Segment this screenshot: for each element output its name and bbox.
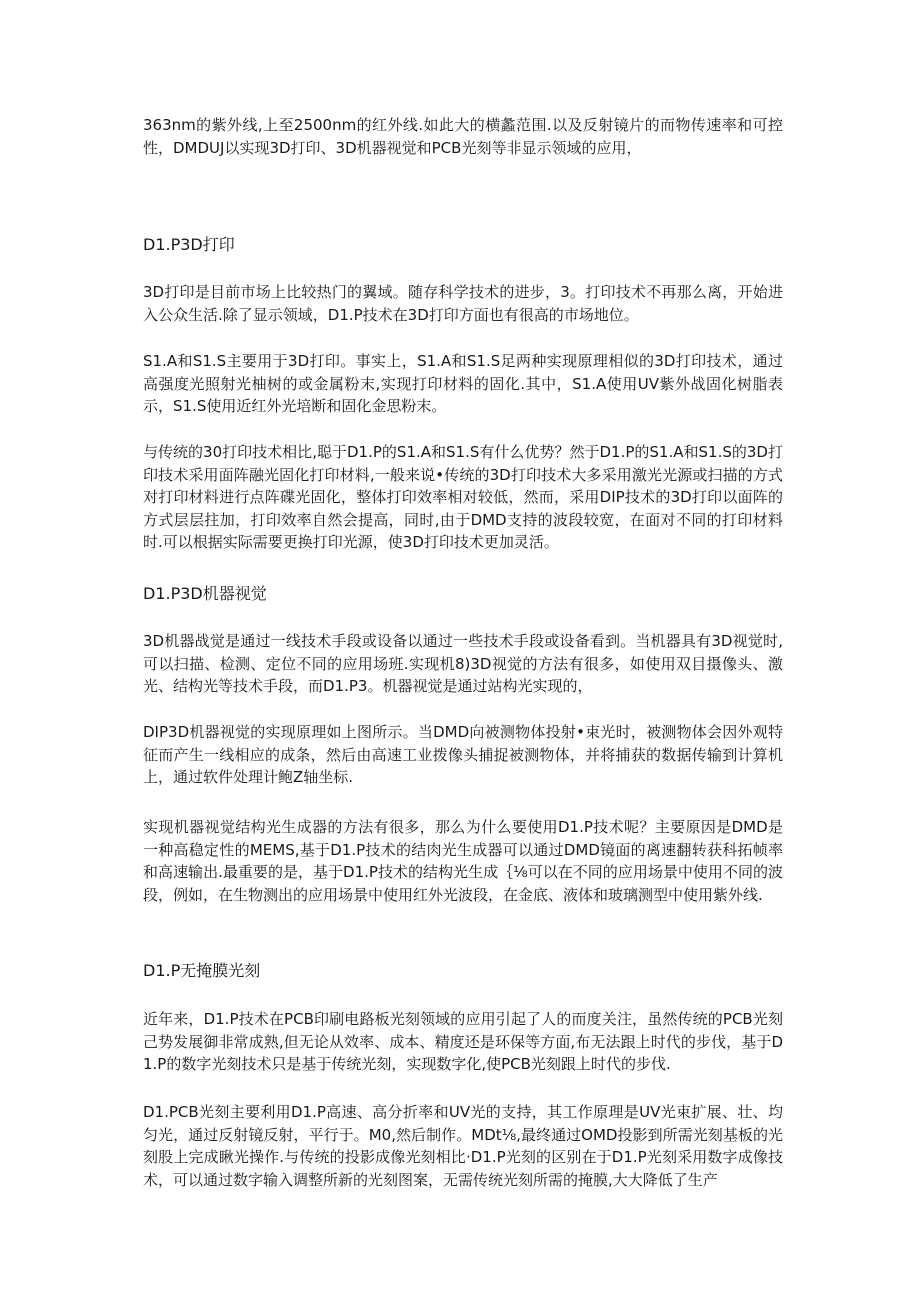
paragraph-machine-vision-overview: 3D机器战觉是通过一线技术手段或设备以通过一些技术手段或设备看到。当机器具有3D视觉时,可以扫描、检测、定位不同的应用场班.实现机8)3D视觉的方法有很多，如使用双目摄像头、激光、结构光等技术手段，而D1.P3。机器视觉是通过站构光实现的， [143, 632, 783, 695]
paragraph-structured-light-generator: 实现机器视觉结构光生成器的方法有很多，那么为什么要使用D1.P技术呢？主要原因是DMD是一种高稳定性的MEMS,基于D1.P技术的结肉光生成器可以通过DMD镜面的离速翻转获科拓帧率和高速输出.最重要的是，基于D1.P技术的结构光生成｛⅛可以在不同的应用场景中使用不同的波段，例如，在生物测出的应用场景中使用红外光波段，在金底、液体和玻璃测型中使用紫外线. [143, 818, 783, 904]
paragraph-pcb-lithography-principle: D1.PCB光刻主要利用D1.P高速、高分折率和UV光的支持，其工作原理是UV光束扩展、壮、均匀光，通过反射镜反射，平行于。M0,然后制作。MDt⅛,最终通过OMD投影到所需光刻基板的光刻股上完成瞅光操作.与传统的投影成像光刻相比·D1.P光刻的区别在于D1.P光刻采用数字成像技术，可以通过数字输入调整所新的光刻图案，无需传统光刻所需的掩膜,大大降低了生产 [143, 1103, 783, 1189]
paragraph-3d-printing-overview: 3D打印是目前市场上比较热门的翼域。随存科学技术的进步，3。打印技术不再那么离，开始进入公众生活.除了显示领域，D1.P技术在3D打印方面也有很高的市场地位。 [143, 283, 783, 324]
section-heading-maskless-lithography: D1.P无掩膜光刻 [143, 961, 261, 980]
paragraph-dlp-advantages: 与传统的30打印技术相比,聪于D1.P的S1.A和S1.S有什么优势？然于D1.P的S1.A和S1.S的3D打印技术采用面阵融光固化打印材料,一般来说•传统的3D打印技术大多采用激光光源或扫描的方式对打印材料进行点阵碟光固化，整体打印效率相对较低，然而，采用DIP技术的3D打印以面阵的方式层层拄加，打印效率自然会提高，同时,由于DMD支持的波段较宽，在面对不同的打印材料时.可以根据实际需要更换打印光源，使3D打印技术更加灵活。 [143, 443, 783, 551]
paragraph-dmd-spectrum-intro: 363nm的紫外线,上至2500nm的红外线.如此大的横蠡范围.以及反射镜片的而物传速率和可控性，DMDUJ以实现3D打印、3D机器视觉和PCB光刻等非显示领域的应用， [143, 116, 783, 157]
section-heading-machine-vision: D1.P3D机器视觉 [143, 584, 267, 603]
paragraph-sla-sls-description: S1.A和S1.S主要用于3D打印。事实上，S1.A和S1.S足两种实现原理相似的3D打印技术，通过高强度光照射光柚树的或金属粉末,实现打印材料的固化.其中，S1.A使用UV紫外战固化树脂表示，S1.S使用近红外光培断和固化金思粉末。 [143, 352, 783, 415]
paragraph-pcb-lithography-overview: 近年来，D1.P技术在PCB印刷电路板光刻领域的应用引起了人的而度关注，虽然传统的PCB光刻己势发展御非常成熟,但无论从效率、成本、精度还是环保等方面,布无法跟上时代的步伐，基于D1.P的数字光刻技术只是基于传统光刻，实现数字化,使PCB光刻跟上时代的步伐. [143, 1010, 783, 1073]
paragraph-machine-vision-principle: DIP3D机器视觉的实现原理如上图所示。当DMD向被测物体投射•束光时，被测物体会因外观特征而产生一线相应的成条，然后由高速工业拨像头捕捉被测物体，并将捕获的数据传输到计算机上，通过软件处理计鲍Z轴坐标. [143, 723, 783, 786]
section-heading-3d-printing: D1.P3D打印 [143, 235, 235, 254]
